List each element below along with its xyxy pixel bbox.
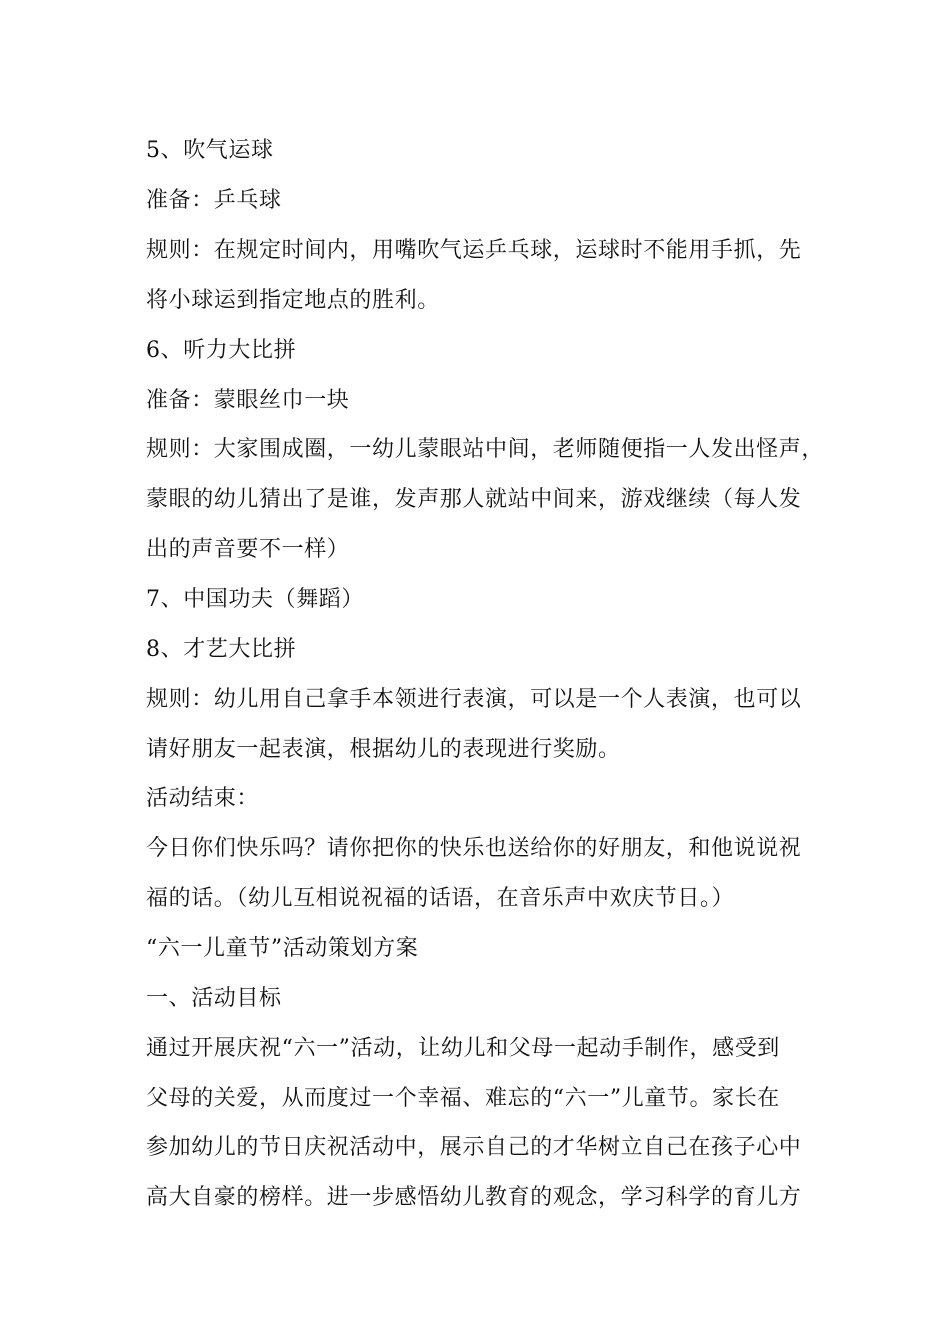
section-heading-goals: 一、活动目标 [146, 986, 282, 1011]
paragraph-line: 今日你们快乐吗？请你把你的快乐也送给你的好朋友，和他说说祝 [146, 836, 802, 861]
paragraph-line: 规则：在规定时间内，用嘴吹气运乒乓球，运球时不能用手抓，先 [146, 238, 802, 263]
paragraph-line: 福的话。（幼儿互相说祝福的话语，在音乐声中欢庆节日。） [146, 886, 735, 911]
section-heading-6: 6、听力大比拼 [146, 338, 297, 363]
paragraph-line: 通过开展庆祝“六一”活动，让幼儿和父母一起动手制作，感受到 [146, 1036, 780, 1061]
paragraph-line: 规则：大家围成圈，一幼儿蒙眼站中间，老师随便指一人发出怪声， [146, 437, 825, 462]
paragraph-line: 请好朋友一起表演，根据幼儿的表现进行奖励。 [146, 737, 621, 762]
document-title: “六一儿童节”活动策划方案 [146, 936, 419, 961]
paragraph-line: 参加幼儿的节日庆祝活动中，展示自己的才华树立自己在孩子心中 [146, 1135, 802, 1160]
paragraph-line: 准备：蒙眼丝巾一块 [146, 388, 350, 413]
paragraph-line: 规则：幼儿用自己拿手本领进行表演，可以是一个人表演，也可以 [146, 687, 802, 712]
section-heading-end: 活动结束： [146, 786, 260, 811]
section-heading-7: 7、中国功夫（舞蹈） [146, 587, 364, 612]
paragraph-line: 父母的关爱，从而度过一个幸福、难忘的“六一”儿童节。家长在 [146, 1086, 780, 1111]
paragraph-line: 准备：乒乓球 [146, 188, 282, 213]
section-heading-8: 8、才艺大比拼 [146, 637, 297, 662]
paragraph-line: 蒙眼的幼儿猜出了是谁，发声那人就站中间来，游戏继续（每人发 [146, 487, 802, 512]
paragraph-line: 出的声音要不一样） [146, 537, 350, 562]
paragraph-line: 将小球运到指定地点的胜利。 [146, 288, 440, 313]
paragraph-line: 高大自豪的榜样。进一步感悟幼儿教育的观念，学习科学的育儿方 [146, 1185, 802, 1210]
section-heading-5: 5、吹气运球 [146, 138, 274, 163]
